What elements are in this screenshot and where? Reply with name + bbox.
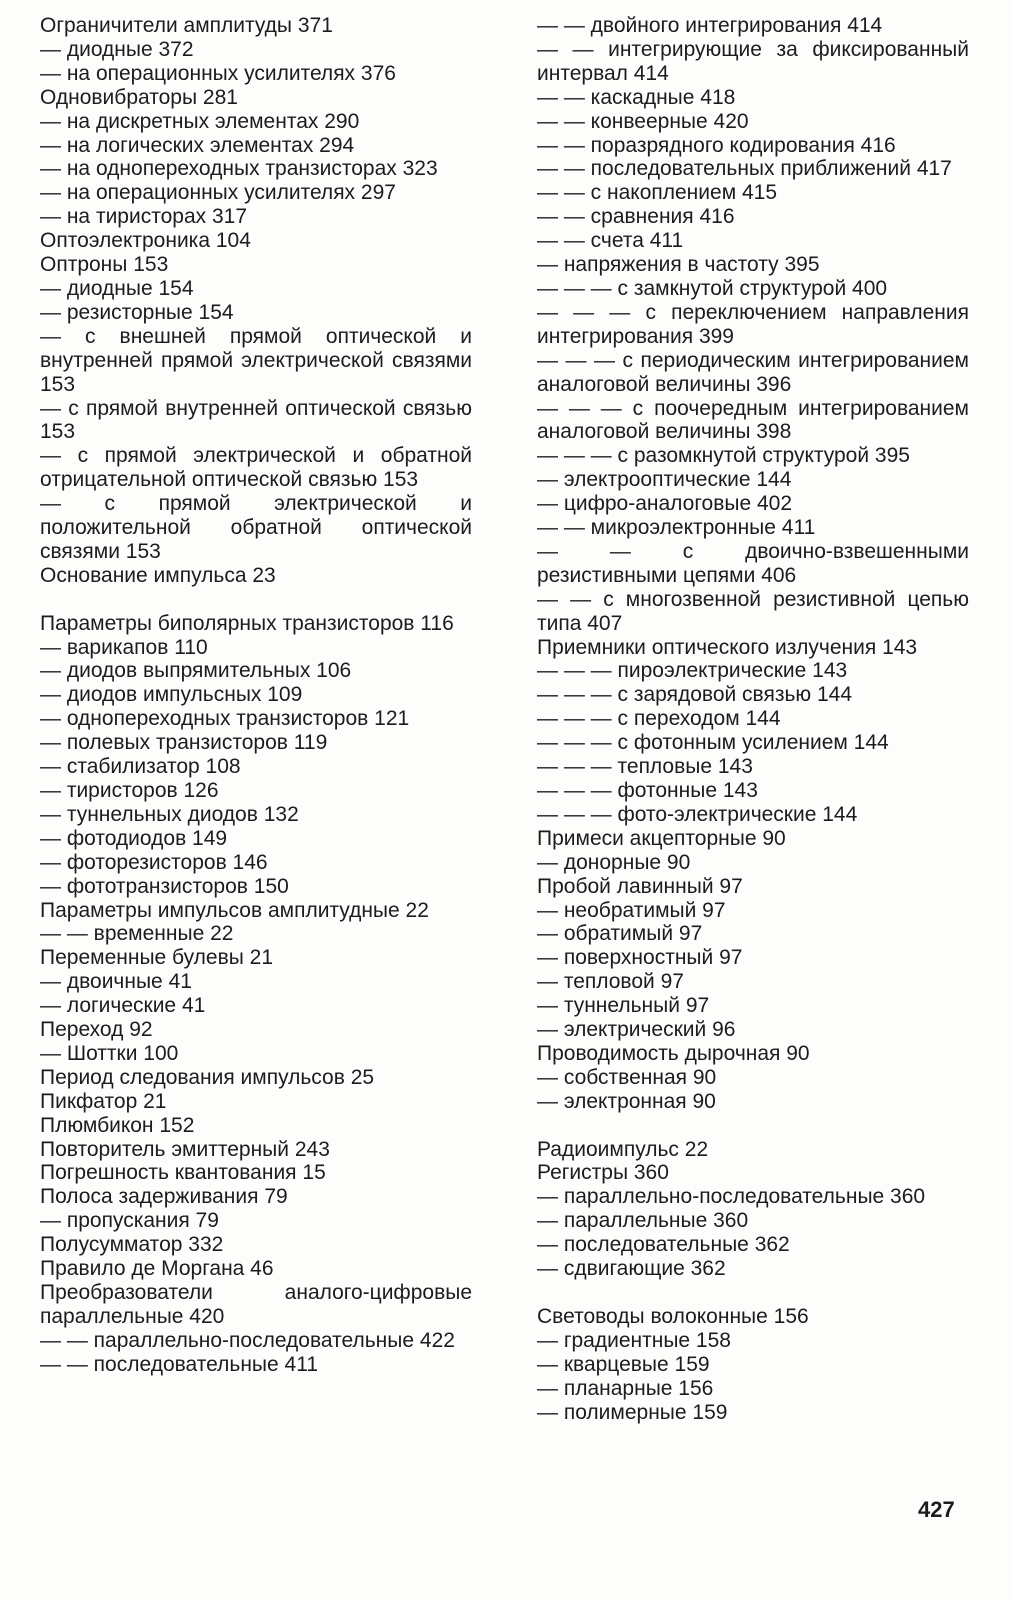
index-entry: — — счета 411 (537, 229, 684, 253)
index-entry: — — с накоплением 415 (537, 181, 778, 205)
index-entry: — Шоттки 100 (40, 1041, 179, 1065)
index-entry: — собственная 90 (537, 1065, 717, 1089)
index-entry: — туннельный 97 (537, 994, 710, 1018)
index-entry: — — — тепловые 143 (537, 755, 753, 779)
index-entry: Проводимость дырочная 90 (537, 1041, 810, 1065)
index-entry: — туннельных диодов 132 (40, 802, 299, 826)
index-entry: — тепловой 97 (537, 970, 684, 994)
index-entry: — — — с периодическим интегрированием аналоговой величины 396 (537, 348, 969, 396)
index-entry: Преобразователи аналого-цифровые параллельные 420 (40, 1281, 472, 1328)
index-entry: — диодные 154 (40, 276, 194, 300)
index-entry: — — — с фотонным усилением 144 (537, 731, 889, 755)
index-entry: Пробой лавинный 97 (537, 874, 743, 898)
index-entry: — цифро-аналоговые 402 (537, 492, 793, 516)
index-entry: — — временные 22 (40, 922, 234, 946)
index-entry: — — параллельно-последовательные 422 (40, 1328, 455, 1352)
index-entry: — двоичные 41 (40, 970, 192, 994)
index-entry: Световоды волоконные 156 (537, 1304, 809, 1328)
index-entry: Полоса задерживания 79 (40, 1185, 288, 1209)
index-column-left (40, 14, 472, 1377)
index-entry: Период следования импульсов 25 (40, 1065, 375, 1089)
index-entry: Пикфатор 21 (40, 1089, 167, 1113)
index-entry: — электрооптические 144 (537, 468, 792, 492)
index-entry: — — — с переходом 144 (537, 707, 781, 731)
index-entry: Радиоимпульс 22 (537, 1137, 709, 1161)
index-entry: — фоторезисторов 146 (40, 850, 268, 874)
index-entry: Параметры биполярных транзисторов 116 (40, 611, 454, 635)
index-entry: — резисторные 154 (40, 300, 234, 324)
index-entry: — пропускания 79 (40, 1209, 219, 1233)
index-entry: Регистры 360 (537, 1161, 669, 1185)
index-entry: Примеси акцепторные 90 (537, 826, 786, 850)
index-entry: — — — с зарядовой связью 144 (537, 683, 853, 707)
index-entry: — градиентные 158 (537, 1328, 731, 1352)
index-entry: — — каскадные 418 (537, 85, 736, 109)
index-entry: — — последовательные 411 (40, 1352, 319, 1376)
index-entry: — кварцевые 159 (537, 1352, 710, 1376)
index-entry: — — — с замкнутой структурой 400 (537, 276, 888, 300)
index-entry: Плюмбикон 152 (40, 1113, 195, 1137)
index-entry: — фотодиодов 149 (40, 826, 228, 850)
index-entry: Оптроны 153 (40, 253, 169, 277)
index-entry: — — сравнения 416 (537, 205, 735, 229)
index-column-right (537, 14, 969, 1424)
index-entry: — на дискретных элементах 290 (40, 109, 360, 133)
index-entry: Основание импульса 23 (40, 563, 276, 587)
index-entry: Погрешность квантования 15 (40, 1161, 326, 1185)
index-entry: — варикапов 110 (40, 635, 208, 659)
index-entry: Параметры импульсов амплитудные 22 (40, 898, 429, 922)
index-entry: — электрический 96 (537, 1018, 736, 1042)
page-number: 427 (918, 1497, 955, 1522)
index-entry: — поверхностный 97 (537, 946, 743, 970)
index-entry: — на логических элементах 294 (40, 133, 355, 157)
index-entry: — последовательные 362 (537, 1233, 790, 1257)
index-entry: — диодные 372 (40, 37, 194, 61)
index-entry: — необратимый 97 (537, 898, 726, 922)
index-entry: — логические 41 (40, 994, 206, 1018)
index-entry: Правило де Моргана 46 (40, 1257, 274, 1281)
index-entry: — — интегрирующие за фиксированный интервал 414 (537, 37, 969, 85)
index-entry: — — с двоично-взвешенными резистивными цепями 406 (537, 539, 969, 587)
index-entry: — на тиристорах 317 (40, 205, 247, 229)
index-entry: — — — пироэлектрические 143 (537, 659, 848, 683)
index-entry: — — — с поочередным интегрированием аналоговой величины 398 (537, 396, 969, 444)
index-entry: — напряжения в частоту 395 (537, 253, 820, 277)
index-entry: — с прямой внутренней оптической связью 153 (40, 396, 472, 444)
index-entry: — диодов выпрямительных 106 (40, 659, 352, 683)
index-entry: — фототранзисторов 150 (40, 874, 289, 898)
index-entry: — донорные 90 (537, 850, 691, 874)
index-entry: — полимерные 159 (537, 1400, 728, 1424)
index-entry: — с прямой электрической и обратной отрицательной оптической связью 153 (40, 444, 472, 492)
index-entry: Оптоэлектроника 104 (40, 229, 251, 253)
index-entry: Приемники оптического излучения 143 (537, 635, 918, 659)
index-entry: — с внешней прямой оптической и внутренней прямой электрической связями 153 (40, 324, 472, 396)
index-entry: — — — фото-электрические 144 (537, 802, 858, 826)
index-entry: — — микроэлектронные 411 (537, 516, 816, 540)
section-gap (537, 1281, 969, 1305)
index-entry: — — — фотонные 143 (537, 779, 758, 802)
index-entry: — — — с разомкнутой структурой 395 (537, 444, 910, 468)
index-entry: Ограничители амплитуды 371 (40, 14, 333, 37)
index-entry: — — двойного интегрирования 414 (537, 14, 883, 37)
index-entry: — — — с переключением направления интегрирования 399 (537, 300, 969, 348)
index-entry: — с прямой электрической и положительной обратной оптической связями 153 (40, 492, 472, 563)
index-entry: — — последовательных приближений 417 (537, 157, 952, 181)
section-gap (40, 588, 472, 612)
index-entry: — планарные 156 (537, 1376, 714, 1400)
index-entry: — обратимый 97 (537, 922, 703, 946)
index-entry: Переход 92 (40, 1018, 153, 1042)
index-entry: — на операционных усилителях 297 (40, 181, 396, 205)
index-entry: — электронная 90 (537, 1089, 716, 1113)
index-entry: Повторитель эмиттерный 243 (40, 1137, 330, 1161)
index-entry: Полусумматор 332 (40, 1233, 224, 1257)
index-entry: — сдвигающие 362 (537, 1257, 726, 1281)
index-entry: Одновибраторы 281 (40, 85, 238, 109)
index-entry: — однопереходных транзисторов 121 (40, 707, 410, 731)
index-entry: — — с многозвенной резистивной цепью типа 407 (537, 587, 969, 635)
index-entry: — полевых транзисторов 119 (40, 731, 328, 755)
index-entry: — на операционных усилителях 376 (40, 61, 396, 85)
index-entry: — тиристоров 126 (40, 778, 219, 802)
index-entry: — стабилизатор 108 (40, 755, 241, 779)
index-entry: — параллельно-последовательные 360 (537, 1185, 926, 1209)
index-entry: — диодов импульсных 109 (40, 683, 303, 707)
index-entry: — параллельные 360 (537, 1209, 749, 1233)
section-gap (537, 1114, 969, 1138)
index-entry: — — конвеерные 420 (537, 109, 749, 133)
index-entry: Переменные булевы 21 (40, 946, 274, 970)
index-entry: — — поразрядного кодирования 416 (537, 133, 896, 157)
index-entry: — на однопереходных транзисторах 323 (40, 157, 438, 181)
